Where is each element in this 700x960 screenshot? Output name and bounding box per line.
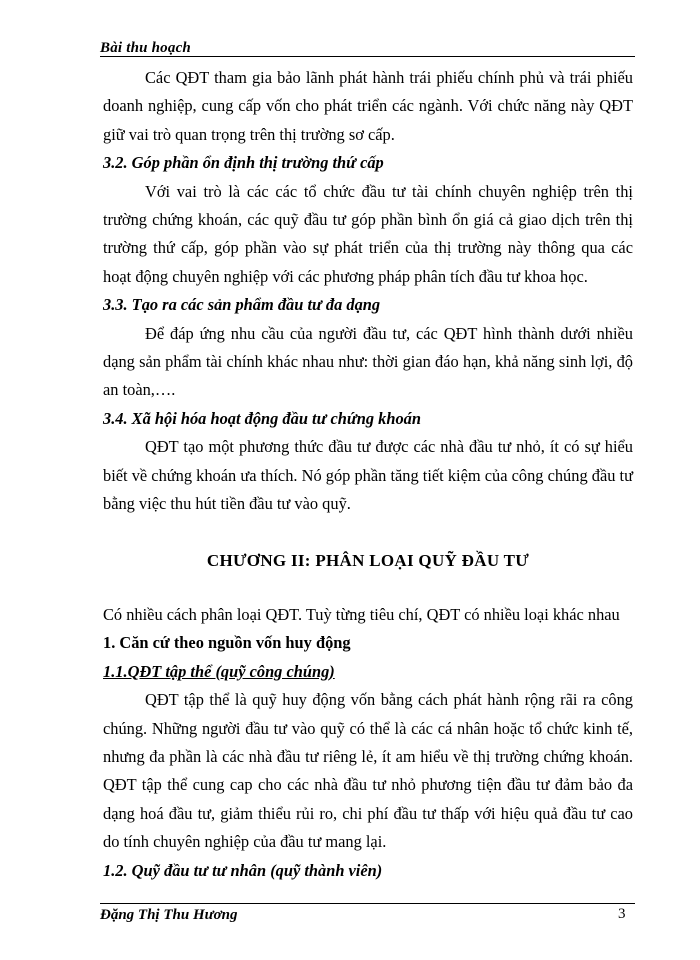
paragraph-socialization: QĐT tạo một phương thức đầu tư được các nhà đầu tư nhỏ, ít có sự hiểu biết về chứng khoán ưa thích. Nó góp phần tăng tiết kiệm của công chúng đầu tư bằng việc thu hút tiền đầu tư vào quỹ. bbox=[103, 437, 633, 514]
heading-1-2: 1.2. Quỹ đầu tư tư nhân (quỹ thành viên) bbox=[103, 860, 383, 880]
heading-3-2: 3.2. Góp phần ổn định thị trường thứ cấp bbox=[103, 153, 384, 173]
heading-3-3: 3.3. Tạo ra các sản phẩm đầu tư đa dạng bbox=[103, 295, 381, 315]
chapter-title: CHƯƠNG II: PHÂN LOẠI QUỸ ĐẦU TƯ bbox=[206, 550, 530, 570]
paragraph-public-fund: QĐT tập thể là quỹ huy động vốn bằng cách phát hành rộng rãi ra công chúng. Những người đầu tư vào quỹ có thể là các cá nhân hoặc tổ chức kinh tế, nhưng đa phần là các nhà đầu tư riêng lẻ, ít am hiểu về thị trường chứng khoán. QĐT tập thể cung cap cho các nhà đầu tư nhỏ phương tiện đầu tư đảm bảo đa dạng hoá đầu tư, giảm thiểu rủi ro, chi phí đầu tư thấp với hiệu quả đầu tư cao do tính chuyên nghiệp của đầu tư mang lại. bbox=[103, 690, 633, 852]
heading-1: 1. Căn cứ theo nguồn vốn huy động bbox=[103, 633, 351, 653]
footer-author: Đặng Thị Thu Hương bbox=[100, 907, 238, 923]
paragraph-primary-market: Các QĐT tham gia bảo lãnh phát hành trái phiếu chính phủ và trái phiếu doanh nghiệp, cung cấp vốn cho phát triển các ngành. Với chức năng này QĐT giữ vai trò quan trọng trên thị trường sơ cấp. bbox=[103, 68, 633, 144]
paragraph-products: Để đáp ứng nhu cầu của người đầu tư, các QĐT hình thành dưới nhiều dạng sản phẩm tài chính khác nhau như: thời gian đáo hạn, khả năng sinh lợi, độ an toàn,…. bbox=[103, 323, 633, 400]
page-body bbox=[103, 64, 633, 885]
classification-intro: Có nhiều cách phân loại QĐT. Tuỳ từng tiêu chí, QĐT có nhiều loại khác nhau bbox=[103, 604, 620, 624]
page-number: 3 bbox=[618, 906, 626, 922]
paragraph-secondary-market: Với vai trò là các các tổ chức đầu tư tài chính chuyên nghiệp trên thị trường chứng khoán, các quỹ đầu tư góp phần bình ổn giá cả giao dịch trên thị trường thứ cấp, góp phần vào sự phát triển của thị trường này thông qua các hoạt động chuyên nghiệp với các phương pháp phân tích đầu tư khoa học. bbox=[103, 181, 633, 286]
heading-3-4: 3.4. Xã hội hóa hoạt động đầu tư chứng khoán bbox=[103, 408, 421, 428]
page-header bbox=[100, 40, 635, 60]
header-title: Bài thu hoạch bbox=[100, 40, 191, 56]
footer-rule bbox=[100, 903, 635, 904]
header-rule bbox=[100, 56, 635, 57]
heading-1-1: 1.1.QĐT tập thể (quỹ công chúng) bbox=[103, 661, 335, 681]
